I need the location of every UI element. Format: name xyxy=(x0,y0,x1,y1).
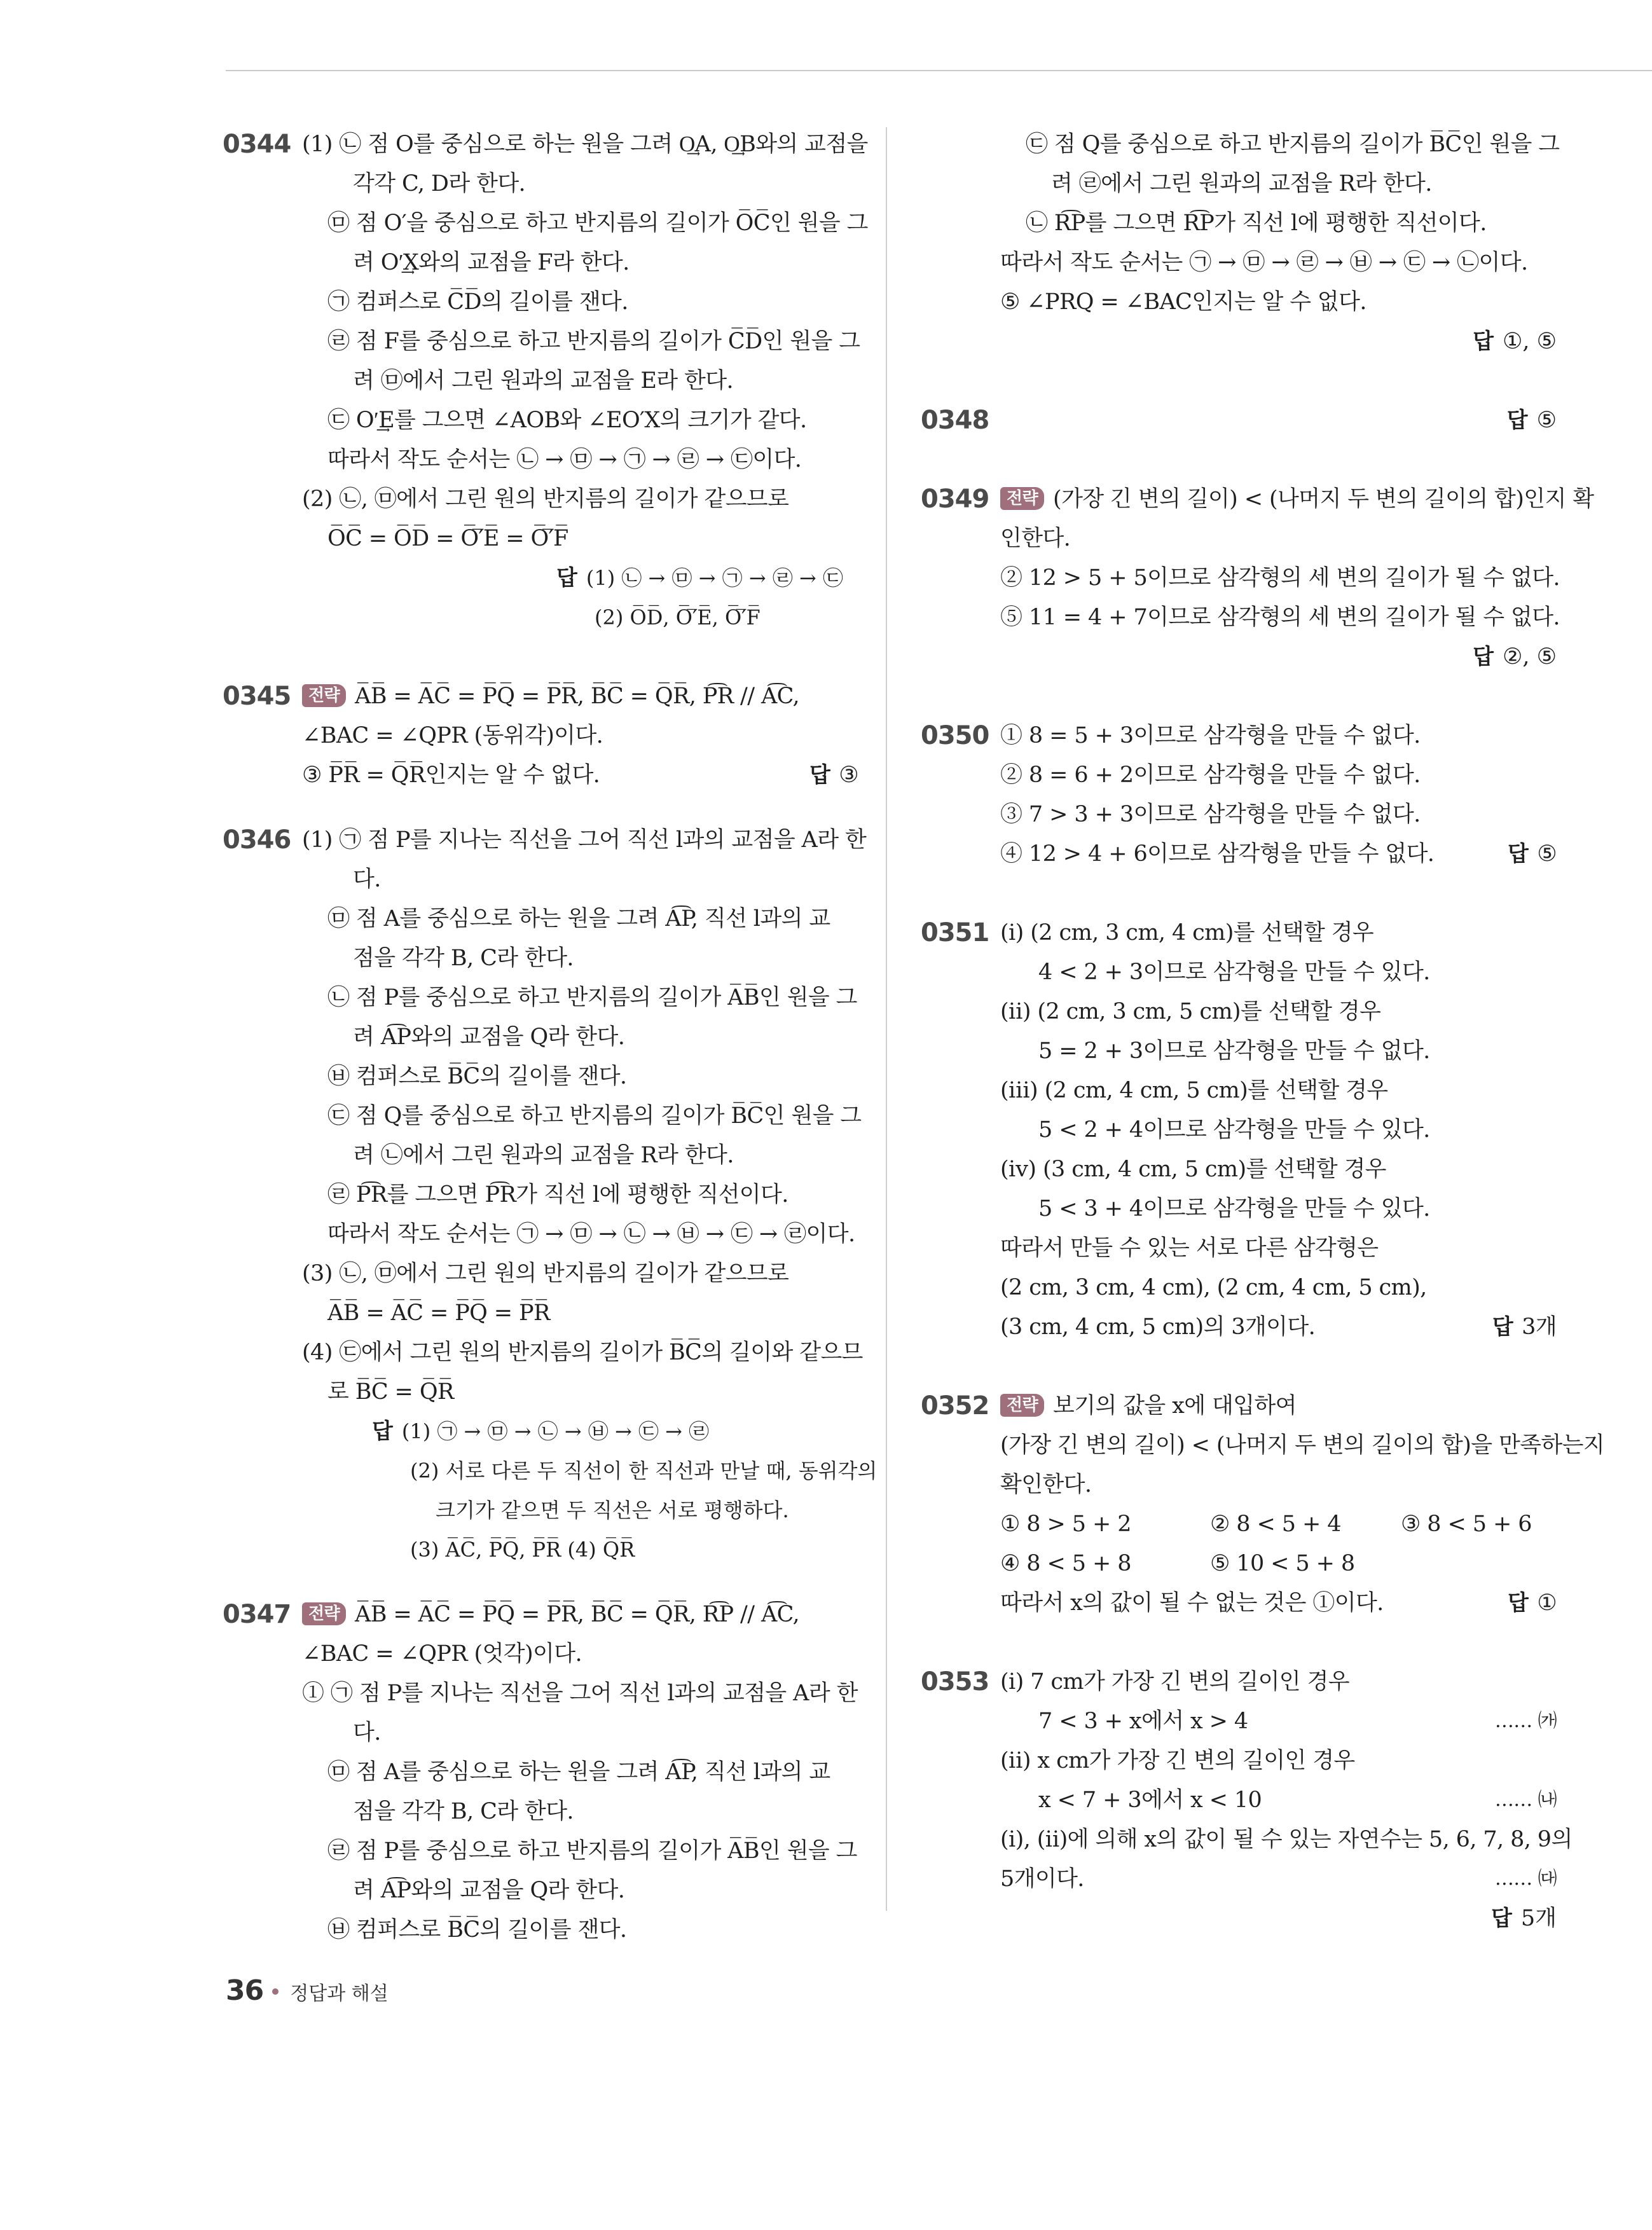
solution-line: 점을 각각 B, C라 한다. xyxy=(353,1799,574,1824)
problem-0347 xyxy=(223,1595,858,1950)
answer-value: ③ xyxy=(839,762,858,788)
answer-value: (3) A̅C̅, P̅Q̅, P̅R̅ (4) Q̅R̅ xyxy=(410,1538,635,1562)
problem-number: 0348 xyxy=(921,406,989,435)
answer-label: 답 xyxy=(1491,1906,1512,1931)
solution-line: x < 7 + 3에서 x < 10 …… ㈏ xyxy=(1000,1780,1557,1820)
solution-line: (4) ㉢에서 그린 원의 반지름의 길이가 B̅C̅의 길이와 같으므 xyxy=(302,1340,863,1365)
solution-line: 5 = 2 + 3이므로 삼각형을 만들 수 없다. xyxy=(1038,1038,1430,1064)
solution-line: (가장 긴 변의 길이) < (나머지 두 변의 길이의 합)을 만족하는지 xyxy=(1000,1433,1605,1458)
section-label: 정답과 해설 xyxy=(290,1983,389,2005)
solution-line: 려 ㉤에서 그린 원과의 교점을 E라 한다. xyxy=(353,368,733,394)
footer-dot xyxy=(272,1988,279,1995)
choice: ① 8 > 5 + 2 xyxy=(1000,1511,1131,1537)
solution-line: 로 B̅C̅ = Q̅R̅ xyxy=(327,1379,454,1405)
answer xyxy=(1508,834,1557,874)
answer-label: 답 xyxy=(372,1419,393,1444)
answer-label: 답 xyxy=(1473,644,1494,670)
problem-0348 xyxy=(921,401,1557,440)
solution-line: 5개이다. …… ㈐ xyxy=(1000,1859,1557,1899)
answer-value: ②, ⑤ xyxy=(1502,644,1557,670)
answer-label: 답 xyxy=(809,762,830,788)
solution-line: (2) ㉡, ㉤에서 그린 원의 반지름의 길이가 같으므로 xyxy=(302,486,789,512)
problem-number: 0353 xyxy=(921,1667,989,1697)
solution-line: 4 < 2 + 3이므로 삼각형을 만들 수 있다. xyxy=(1038,960,1430,985)
solution-line: ④ 12 > 4 + 6이므로 삼각형을 만들 수 없다. 답 ⑤ xyxy=(1000,834,1557,874)
answer xyxy=(1000,1899,1557,1938)
answer-value: 5개 xyxy=(1520,1906,1557,1931)
choice: ② 8 < 5 + 4 xyxy=(1210,1511,1341,1537)
answer-value: ⑤ xyxy=(1536,408,1557,433)
answer-label: 답 xyxy=(1506,408,1528,433)
answer-value: ①, ⑤ xyxy=(1502,329,1557,354)
answer xyxy=(302,1412,858,1451)
answer-value: ⑤ xyxy=(1537,841,1557,867)
answer-label: 답 xyxy=(1473,329,1494,354)
solution-line: (ⅱ) (2 cm, 3 cm, 5 cm)를 선택할 경우 xyxy=(1000,999,1381,1024)
column-divider xyxy=(886,127,887,1911)
solution-line: ② 8 = 6 + 2이므로 삼각형을 만들 수 없다. xyxy=(1000,762,1421,788)
solution-line: (ⅲ) (2 cm, 4 cm, 5 cm)를 선택할 경우 xyxy=(1000,1078,1388,1103)
solution-line: 7 < 3 + x에서 x > 4 …… ㈎ xyxy=(1000,1702,1557,1741)
solution-line: (ⅱ) x cm가 가장 긴 변의 길이인 경우 xyxy=(1000,1748,1355,1773)
solution-line: 려 O′͢X와의 교점을 F라 한다. xyxy=(353,250,630,275)
solution-line: 전략 (가장 긴 변의 길이) < (나머지 두 변의 길이의 합)인지 확 xyxy=(1000,479,1557,519)
answer xyxy=(1000,322,1557,361)
solution-line: 따라서 작도 순서는 ㉠ → ㉤ → ㉡ → ㉥ → ㉢ → ㉣이다. xyxy=(327,1222,855,1247)
choice: ③ 8 < 5 + 6 xyxy=(1401,1511,1532,1537)
solution-line: ㉥ 컴퍼스로 B̅C̅의 길이를 잰다. xyxy=(327,1917,627,1943)
solution-line: ㉤ 점 A를 중심으로 하는 원을 그려 A͡P, 직선 l과의 교 xyxy=(327,906,830,932)
solution-line: 다. xyxy=(353,867,381,892)
solution-line: ㉣ 점 F를 중심으로 하고 반지름의 길이가 C̅D̅인 원을 그 xyxy=(327,329,860,354)
answer-value: (1) ㉠ → ㉤ → ㉡ → ㉥ → ㉢ → ㉣ xyxy=(401,1419,710,1443)
solution-line: ㉡ R͡P를 그으면 R͡P가 직선 l에 평행한 직선이다. xyxy=(1026,210,1487,236)
answer-value: 3개 xyxy=(1522,1314,1557,1340)
solution-line: ⑤ 11 = 4 + 7이므로 삼각형의 세 변의 길이가 될 수 없다. xyxy=(1000,605,1560,630)
solution-line: ㉡ 점 P를 중심으로 하고 반지름의 길이가 A̅B̅인 원을 그 xyxy=(327,985,857,1010)
solution-line: (1) ㉠ 점 P를 지나는 직선을 그어 직선 l과의 교점을 A라 한 xyxy=(302,827,867,853)
solution-line: 려 A͡P와의 교점을 Q라 한다. xyxy=(353,1024,625,1050)
solution-line: 전략 A̅B̅ = A̅C̅ = P̅Q̅ = P̅R̅, B̅C̅ = Q̅R̅, R͡P // A͡C, xyxy=(302,1595,858,1634)
solution-line: O̅C̅ = O̅D̅ = O̅′̅E̅ = O̅′̅F̅ xyxy=(327,526,568,551)
problem-number: 0349 xyxy=(921,485,989,514)
problem-0347-continued xyxy=(921,125,1560,361)
solution-line: ③ 7 > 3 + 3이므로 삼각형을 만들 수 없다. xyxy=(1000,802,1421,827)
solution-line: ㉢ 점 Q를 중심으로 하고 반지름의 길이가 B̅C̅인 원을 그 xyxy=(327,1103,862,1129)
problem-0352 xyxy=(921,1386,1605,1623)
equation-tag: …… ㈎ xyxy=(1494,1710,1557,1732)
solution-line: ㉠ 컴퍼스로 C̅D̅의 길이를 잰다. xyxy=(327,289,628,315)
solution-line: 려 ㉣에서 그린 원과의 교점을 R라 한다. xyxy=(1051,171,1432,196)
top-rule xyxy=(226,70,1652,71)
answer-value: (1) ㉡ → ㉤ → ㉠ → ㉣ → ㉢ xyxy=(586,566,843,590)
solution-line: (3 cm, 4 cm, 5 cm)의 3개이다. 답 3개 xyxy=(1000,1307,1557,1347)
solution-line: 전략 보기의 값을 x에 대입하여 xyxy=(1000,1386,1557,1426)
solution-line: (ⅰ), (ⅱ)에 의해 x의 값이 될 수 있는 자연수는 5, 6, 7, 8, 9의 xyxy=(1000,1827,1573,1852)
solution-line: ② 12 > 5 + 5이므로 삼각형의 세 변의 길이가 될 수 없다. xyxy=(1000,565,1560,591)
problem-0346 xyxy=(223,820,878,1569)
solution-line: ㉤ 점 O′을 중심으로 하고 반지름의 길이가 O̅C̅인 원을 그 xyxy=(327,210,868,236)
solution-line: (2 cm, 3 cm, 4 cm), (2 cm, 4 cm, 5 cm), xyxy=(1000,1275,1427,1300)
solution-line: ㉢ O′͢E를 그으면 ∠AOB와 ∠EO′X의 크기가 같다. xyxy=(327,408,807,433)
problem-number: 0347 xyxy=(223,1600,291,1629)
strategy-tag: 전략 xyxy=(1000,1394,1044,1417)
answer xyxy=(1507,401,1557,440)
solution-line: ∠BAC = ∠QPR (엇각)이다. xyxy=(302,1641,582,1667)
equation-tag: …… ㈏ xyxy=(1494,1789,1557,1811)
answer-value: ① xyxy=(1537,1590,1557,1616)
solution-line: ① ㉠ 점 P를 지나는 직선을 그어 직선 l과의 교점을 A라 한 xyxy=(302,1681,858,1706)
answer xyxy=(1000,637,1557,677)
answer-label: 답 xyxy=(1507,1590,1529,1616)
choice-row xyxy=(1000,1504,1557,1544)
solution-line: 인한다. xyxy=(1000,526,1071,551)
solution-line: ① 8 = 5 + 3이므로 삼각형을 만들 수 없다. xyxy=(1000,723,1421,748)
problem-number: 0350 xyxy=(921,721,989,750)
left-column xyxy=(223,125,878,1950)
choice-row xyxy=(1000,1544,1557,1583)
solution-line: (1) ㉡ 점 O를 중심으로 하는 원을 그려 O͢A, O͢B와의 교점을 xyxy=(302,132,868,157)
solution-line: 다. xyxy=(353,1720,381,1745)
problem-0345 xyxy=(223,677,858,795)
solution-line: 5 < 3 + 4이므로 삼각형을 만들 수 있다. xyxy=(1038,1196,1430,1222)
solution-line: (ⅰ) 7 cm가 가장 긴 변의 길이인 경우 xyxy=(1000,1669,1349,1695)
solution-line: 려 ㉡에서 그린 원과의 교점을 R라 한다. xyxy=(353,1143,734,1168)
answer-label: 답 xyxy=(1492,1314,1513,1340)
choice: ⑤ 10 < 5 + 8 xyxy=(1210,1551,1355,1576)
solution-line: ㉤ 점 A를 중심으로 하는 원을 그려 A͡P, 직선 l과의 교 xyxy=(327,1759,830,1785)
problem-0350 xyxy=(921,716,1557,874)
solution-line: (ⅳ) (3 cm, 4 cm, 5 cm)를 선택할 경우 xyxy=(1000,1157,1386,1182)
problem-number: 0346 xyxy=(223,825,291,855)
solution-line: A̅B̅ = A̅C̅ = P̅Q̅ = P̅R̅ xyxy=(327,1300,550,1326)
strategy-tag: 전략 xyxy=(1000,487,1044,510)
solution-line: 따라서 x의 값이 될 수 없는 것은 ①이다. 답 ① xyxy=(1000,1583,1557,1623)
solution-line: 전략 A̅B̅ = A̅C̅ = P̅Q̅ = P̅R̅, B̅C̅ = Q̅R̅, P͡R // A͡C, xyxy=(302,677,858,716)
equation-tag: …… ㈐ xyxy=(1494,1868,1557,1890)
answer-label: 답 xyxy=(1507,841,1529,867)
solution-line: ㉢ 점 Q를 중심으로 하고 반지름의 길이가 B̅C̅인 원을 그 xyxy=(1026,132,1560,157)
solution-line: ㉥ 컴퍼스로 B̅C̅의 길이를 잰다. xyxy=(327,1064,627,1089)
solution-line: 따라서 만들 수 있는 서로 다른 삼각형은 xyxy=(1000,1235,1379,1261)
strategy-tag: 전략 xyxy=(302,1602,346,1625)
problem-0344 xyxy=(223,125,868,637)
solution-line: 려 A͡P와의 교점을 Q라 한다. xyxy=(353,1878,625,1903)
page-number: 36 xyxy=(226,1974,264,2007)
solution-line: 점을 각각 B, C라 한다. xyxy=(353,946,574,971)
solution-line: 5 < 2 + 4이므로 삼각형을 만들 수 있다. xyxy=(1038,1117,1430,1143)
solution-line: 확인한다. xyxy=(1000,1472,1092,1497)
answer-value: (2) 서로 다른 두 직선이 한 직선과 만날 때, 동위각의 xyxy=(410,1459,878,1483)
strategy-tag: 전략 xyxy=(302,684,346,707)
page-footer xyxy=(226,1974,389,2007)
answer xyxy=(1508,1583,1557,1623)
solution-line: ③ P̅R̅ = Q̅R̅인지는 알 수 없다. 답 ③ xyxy=(302,755,858,795)
choice: ④ 8 < 5 + 8 xyxy=(1000,1551,1131,1576)
answer xyxy=(302,558,858,598)
answer-label: 답 xyxy=(556,565,577,591)
problem-0353 xyxy=(921,1662,1573,1938)
solution-line: ㉣ 점 P를 중심으로 하고 반지름의 길이가 A̅B̅인 원을 그 xyxy=(327,1838,857,1864)
solution-line: ⑤ ∠PRQ = ∠BAC인지는 알 수 없다. xyxy=(1000,289,1366,315)
solution-line: ∠BAC = ∠QPR (동위각)이다. xyxy=(302,723,603,748)
problem-0349 xyxy=(921,479,1594,677)
right-column xyxy=(921,125,1605,1938)
problem-number: 0344 xyxy=(223,130,291,159)
solution-line: ㉣ P͡R를 그으면 P͡R가 직선 l에 평행한 직선이다. xyxy=(327,1182,788,1208)
problem-number: 0345 xyxy=(223,682,291,711)
problem-number: 0352 xyxy=(921,1391,989,1421)
problem-0351 xyxy=(921,913,1557,1347)
solution-line: (ⅰ) (2 cm, 3 cm, 4 cm)를 선택할 경우 xyxy=(1000,920,1374,946)
answer-value: (2) O̅D̅, O̅′̅E̅, O̅′̅F̅ xyxy=(595,605,761,630)
problem-number: 0351 xyxy=(921,918,989,947)
answer xyxy=(809,755,858,795)
answer xyxy=(1492,1307,1557,1347)
solution-line: 각각 C, D라 한다. xyxy=(353,171,526,196)
answer-value: 크기가 같으면 두 직선은 서로 평행하다. xyxy=(436,1498,789,1522)
solution-line: 따라서 작도 순서는 ㉠ → ㉤ → ㉣ → ㉥ → ㉢ → ㉡이다. xyxy=(1000,250,1528,275)
solution-line: 따라서 작도 순서는 ㉡ → ㉤ → ㉠ → ㉣ → ㉢이다. xyxy=(327,447,802,472)
solution-line: (3) ㉡, ㉤에서 그린 원의 반지름의 길이가 같으므로 xyxy=(302,1261,789,1286)
